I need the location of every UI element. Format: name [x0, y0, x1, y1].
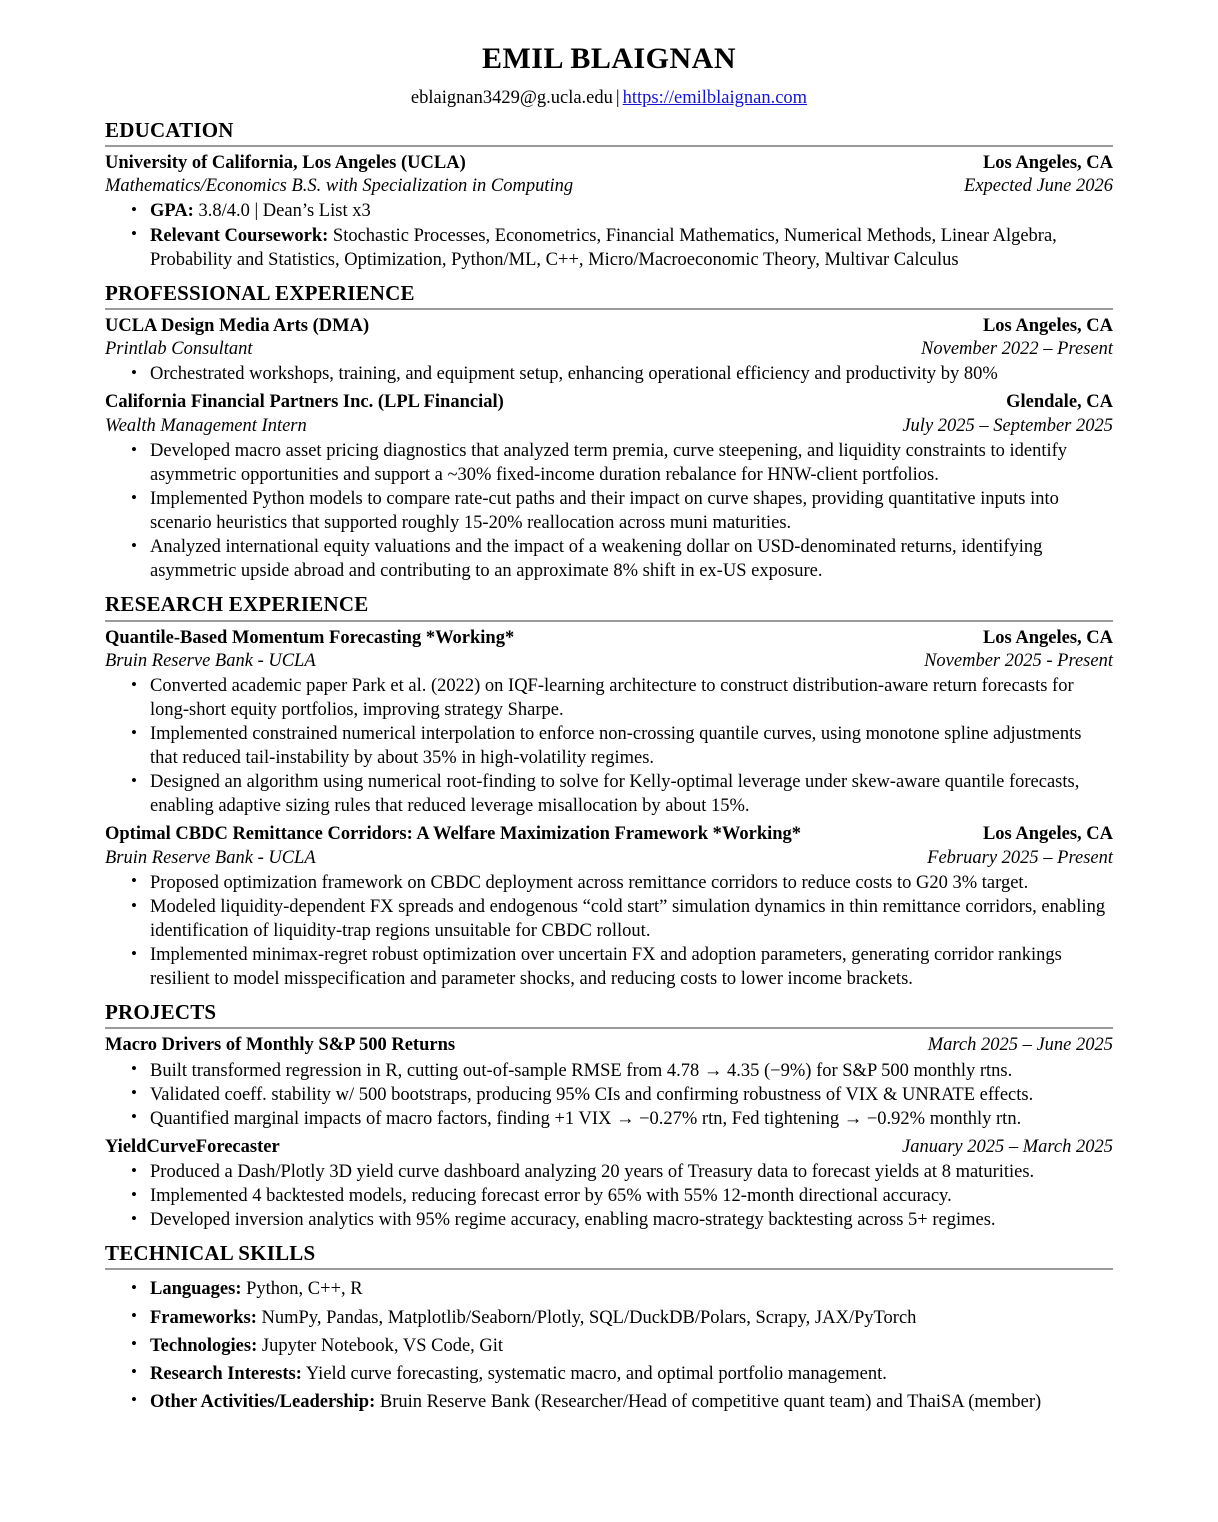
date-range: March 2025 – June 2025 [927, 1035, 1113, 1056]
list-item: • Implemented 4 backtested models, reducing forecast error by 65% with 55% 12-month directional accuracy. [105, 1184, 1113, 1208]
organization-name: UCLA Design Media Arts (DMA) [105, 315, 370, 336]
list-item [105, 1388, 1113, 1416]
list-item [105, 199, 1113, 223]
list-item [105, 1332, 1113, 1360]
job-title: Printlab Consultant [105, 339, 253, 360]
date-range: July 2025 – September 2025 [902, 415, 1113, 436]
list-item: • Implemented minimax-regret robust optimization over uncertain FX and adoption parameters, generating corridor rankings resilient to model misspecification and parameter shocks, and reducing costs to lower income brackets. [105, 943, 1113, 991]
bullet-text: Yield curve forecasting, systematic macro, and optimal portfolio management. [301, 1363, 887, 1384]
bullet-label: GPA: [150, 201, 194, 222]
date-range: January 2025 – March 2025 [901, 1136, 1113, 1157]
project-bullets [105, 1160, 1113, 1232]
experience-bullets [105, 362, 1113, 386]
bullet-text: 3.8/4.0 | Dean’s List x3 [193, 201, 371, 222]
date-range: November 2022 – Present [921, 339, 1113, 360]
entry-subheader-row [105, 415, 1113, 438]
section-technical-skills [105, 1241, 1113, 1416]
bullet-label: Languages: [150, 1279, 242, 1300]
entry-subheader-row [105, 338, 1113, 361]
research-entry [105, 823, 1113, 991]
section-research-experience [105, 592, 1113, 991]
contact-separator: | [615, 87, 620, 108]
experience-entry [105, 391, 1113, 583]
entry-header-row [105, 1034, 1113, 1057]
list-item: • Analyzed international equity valuations and the impact of a weakening dollar on USD-denominated returns, identifying asymmetric upside abroad and contributing to an approximate 8% shift in ex-US exposure. [105, 535, 1113, 583]
date-range: February 2025 – Present [927, 847, 1113, 868]
organization-name: California Financial Partners Inc. (LPL Financial) [105, 392, 504, 413]
project-entry [105, 1136, 1113, 1232]
list-item: • Implemented constrained numerical interpolation to enforce non-crossing quantile curves, using monotone spline adjustments that reduced tail-instability by about 35% in high-volatility regimes. [105, 722, 1113, 770]
section-title-research-experience: RESEARCH EXPERIENCE [105, 592, 1113, 621]
bullet-text: Stochastic Processes, Econometrics, Financial Mathematics, Numerical Methods, Linear Algebra, Probability and Statistics, Optimization, Python/ML, C++, Micro/Macroeconomic Theory, Multivar Calculus [150, 225, 1057, 270]
list-item: • Produced a Dash/Plotly 3D yield curve dashboard analyzing 20 years of Treasury data to forecast yields at 8 maturities. [105, 1160, 1113, 1184]
section-title-projects: PROJECTS [105, 1000, 1113, 1029]
entry-header-row [105, 315, 1113, 338]
entry-header-row [105, 152, 1113, 175]
location: Los Angeles, CA [982, 315, 1113, 336]
list-item: • Modeled liquidity-dependent FX spreads and endogenous “cold start” simulation dynamics in thin remittance corridors, enabling identification of liquidity-trap regions unsuitable for CBDC rollout. [105, 895, 1113, 943]
project-entry [105, 1034, 1113, 1130]
bullet-text: NumPy, Pandas, Matplotlib/Seaborn/Plotly, SQL/DuckDB/Polars, Scrapy, JAX/PyTorch [256, 1307, 917, 1328]
entry-header-row [105, 627, 1113, 650]
education-entry [105, 152, 1113, 272]
list-item [105, 224, 1113, 272]
contact-line [105, 87, 1113, 109]
bullet-text: Bruin Reserve Bank (Researcher/Head of competitive quant team) and ThaiSA (member) [375, 1391, 1042, 1412]
entry-subheader-row [105, 650, 1113, 673]
date-range: November 2025 - Present [924, 650, 1113, 671]
list-item: • Proposed optimization framework on CBDC deployment across remittance corridors to reduce costs to G20 3% target. [105, 871, 1113, 895]
list-item: • Converted academic paper Park et al. (2022) on IQF-learning architecture to construct distribution-aware return forecasts for long-short equity portfolios, improving strategy Sharpe. [105, 674, 1113, 722]
skills-bullets [105, 1275, 1113, 1416]
list-item: • Orchestrated workshops, training, and equipment setup, enhancing operational efficiency and productivity by 80% [105, 362, 1113, 386]
research-bullets [105, 871, 1113, 991]
website-link[interactable]: https://emilblaignan.com [622, 87, 808, 108]
list-item: • Implemented Python models to compare rate-cut paths and their impact on curve shapes, providing quantitative inputs into scenario heuristics that supported roughly 15-20% reallocation across muni maturities. [105, 487, 1113, 535]
bullet-label: Other Activities/Leadership: [150, 1391, 376, 1412]
section-title-professional-experience: PROFESSIONAL EXPERIENCE [105, 281, 1113, 310]
bullet-label: Frameworks: [150, 1307, 257, 1328]
experience-bullets [105, 439, 1113, 583]
list-item: • Designed an algorithm using numerical root-finding to solve for Kelly-optimal leverage under skew-aware quantile forecasts, enabling adaptive sizing rules that reduced leverage misallocation by about 15%. [105, 770, 1113, 818]
bullet-text: Python, C++, R [241, 1279, 363, 1300]
entry-subheader-row [105, 175, 1113, 198]
section-professional-experience [105, 281, 1113, 584]
location: Los Angeles, CA [982, 627, 1113, 648]
list-item: • Quantified marginal impacts of macro factors, finding +1 VIX → −0.27% rtn, Fed tightening → −0.92% monthly rtn. [105, 1107, 1113, 1131]
research-affiliation: Bruin Reserve Bank - UCLA [105, 650, 316, 671]
entry-header-row [105, 823, 1113, 846]
section-education [105, 118, 1113, 272]
degree-title: Mathematics/Economics B.S. with Specialization in Computing [105, 176, 574, 197]
research-title: Quantile-Based Momentum Forecasting *Working* [105, 627, 515, 648]
bullet-text: Jupyter Notebook, VS Code, Git [257, 1335, 504, 1356]
bullet-label: Technologies: [150, 1335, 258, 1356]
research-entry [105, 627, 1113, 819]
list-item: • Developed inversion analytics with 95% regime accuracy, enabling macro-strategy backtesting across 5+ regimes. [105, 1208, 1113, 1232]
list-item: • Built transformed regression in R, cutting out-of-sample RMSE from 4.78 → 4.35 (−9%) for S&P 500 monthly rtns. [105, 1059, 1113, 1083]
section-projects [105, 1000, 1113, 1232]
entry-subheader-row [105, 847, 1113, 870]
research-title: Optimal CBDC Remittance Corridors: A Welfare Maximization Framework *Working* [105, 824, 802, 845]
research-affiliation: Bruin Reserve Bank - UCLA [105, 847, 316, 868]
section-title-technical-skills: TECHNICAL SKILLS [105, 1241, 1113, 1270]
list-item: • Developed macro asset pricing diagnostics that analyzed term premia, curve steepening, and liquidity constraints to identify asymmetric opportunities and support a ~30% fixed-income duration rebalance for HNW-client portfolios. [105, 439, 1113, 487]
education-bullets [105, 199, 1113, 271]
experience-entry [105, 315, 1113, 387]
research-bullets [105, 674, 1113, 818]
job-title: Wealth Management Intern [105, 415, 307, 436]
email-text: eblaignan3429@g.ucla.edu [410, 87, 613, 108]
location: Los Angeles, CA [982, 152, 1113, 173]
bullet-label: Relevant Coursework: [150, 225, 329, 246]
project-title: YieldCurveForecaster [105, 1136, 280, 1157]
project-title: Macro Drivers of Monthly S&P 500 Returns [105, 1035, 456, 1056]
list-item [105, 1304, 1113, 1332]
entry-header-row [105, 391, 1113, 414]
section-title-education: EDUCATION [105, 118, 1113, 147]
candidate-name: EMIL BLAIGNAN [481, 42, 737, 75]
organization-name: University of California, Los Angeles (UCLA) [105, 152, 466, 173]
list-item: • Validated coeff. stability w/ 500 bootstraps, producing 95% CIs and confirming robustness of VIX & UNRATE effects. [105, 1083, 1113, 1107]
location: Glendale, CA [1006, 392, 1113, 413]
bullet-label: Research Interests: [150, 1363, 302, 1384]
location: Los Angeles, CA [982, 824, 1113, 845]
project-bullets [105, 1059, 1113, 1131]
date-range: Expected June 2026 [964, 176, 1113, 197]
list-item [105, 1360, 1113, 1388]
list-item [105, 1275, 1113, 1303]
entry-header-row [105, 1136, 1113, 1159]
